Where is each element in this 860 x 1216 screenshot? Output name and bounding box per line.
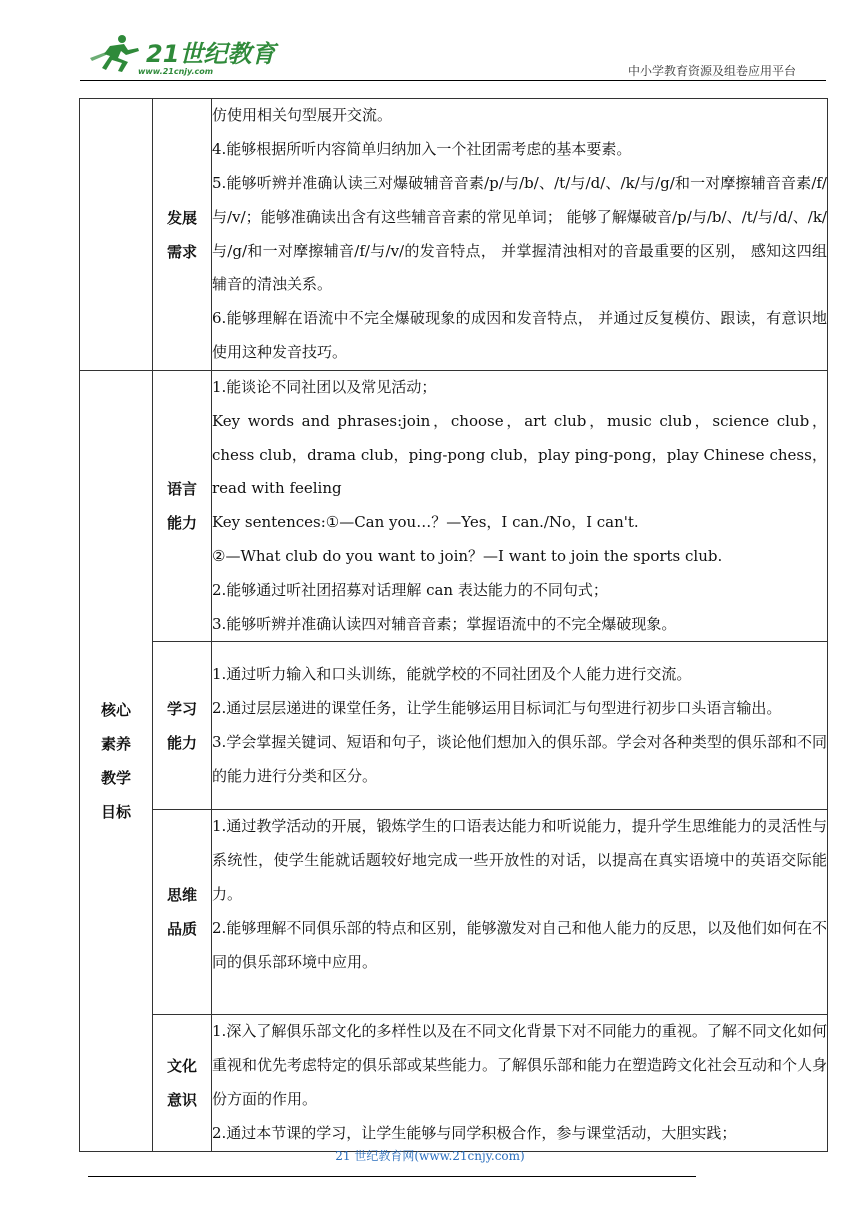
logo-url: www.21cnjy.com	[138, 67, 214, 76]
table-row	[80, 99, 828, 371]
objectives-table	[79, 98, 828, 1152]
row-label-yuyan: 语言 能力	[153, 371, 212, 642]
table-row	[80, 810, 828, 1015]
row-label-fazhan: 发展 需求	[153, 99, 212, 371]
row-content-fazhan: 仿使用相关句型展开交流。 4.能够根据所听内容简单归纳加入一个社团需考虑的基本要素。 5.能够听辨并准确认读三对爆破辅音音素/p/与/b/、/t/与/d/、/k/与/g/和一对摩擦辅音音素/f/与/v/；能够准确读出含有这些辅音音素的常见单词； 能够了解爆破音/p/与/b/、/t/与/d/、/k/与/g/和一对摩擦辅音/f/与/v/的发音特点， 并掌握清浊相对的音最重要的区别， 感知这四组辅音的清浊关系。 6.能够理解在语流中不完全爆破现象的成因和发音特点， 并通过反复模仿、跟读，有意识地使用这种发音技巧。	[212, 99, 828, 371]
footer-divider	[88, 1176, 696, 1177]
row-content-wenhua: 1.深入了解俱乐部文化的多样性以及在不同文化背景下对不同能力的重视。了解不同文化如何重视和优先考虑特定的俱乐部或某些能力。了解俱乐部和能力在塑造跨文化社会互动和个人身份方面的作用。 2.通过本节课的学习，让学生能够与同学积极合作，参与课堂活动，大胆实践；	[212, 1015, 828, 1151]
table-row	[80, 371, 828, 642]
category-cell-empty	[80, 99, 153, 371]
table-row	[80, 1015, 828, 1151]
row-label-siwei: 思维 品质	[153, 810, 212, 1015]
footer-link[interactable]: 21 世纪教育网(www.21cnjy.com)	[335, 1149, 525, 1163]
row-content-yuyan: 1.能谈论不同社团以及常见活动； Key words and phrases:join，choose，art club，music club，science club，chess club，drama club，ping-pong club，play ping-pong，play Chinese chess，read with feeling Key sentences:①—Can you…？—Yes，I can./No，I can't. ②—What club do you want to join？—I want to join the sports club. 2.能够通过听社团招募对话理解 can 表达能力的不同句式； 3.能够听辨并准确认读四对辅音音素；掌握语流中的不完全爆破现象。	[212, 371, 828, 642]
category-label-core: 核心 素养 教学 目标	[80, 371, 153, 1152]
row-content-siwei: 1.通过教学活动的开展，锻炼学生的口语表达能力和听说能力，提升学生思维能力的灵活性与系统性，使学生能就话题较好地完成一些开放性的对话，以提高在真实语境中的英语交际能力。 2.能够理解不同俱乐部的特点和区别，能够激发对自己和他人能力的反思，以及他们如何在不同的俱乐部环境中应用。	[212, 810, 828, 1015]
logo-title: 21世纪教育	[146, 40, 276, 68]
header-divider	[80, 80, 826, 81]
row-content-xuexi: 1.通过听力输入和口头训练，能就学校的不同社团及个人能力进行交流。 2.通过层层递进的课堂任务，让学生能够运用目标词汇与句型进行初步口头语言输出。 3.学会掌握关键词、短语和句子，谈论他们想加入的俱乐部。学会对各种类型的俱乐部和不同的能力进行分类和区分。	[212, 642, 828, 810]
page-header	[80, 28, 824, 80]
table-row	[80, 642, 828, 810]
site-logo	[88, 32, 276, 76]
row-label-wenhua: 文化 意识	[153, 1015, 212, 1151]
platform-title: 中小学教育资源及组卷应用平台	[627, 64, 796, 78]
row-label-xuexi: 学习 能力	[153, 642, 212, 810]
